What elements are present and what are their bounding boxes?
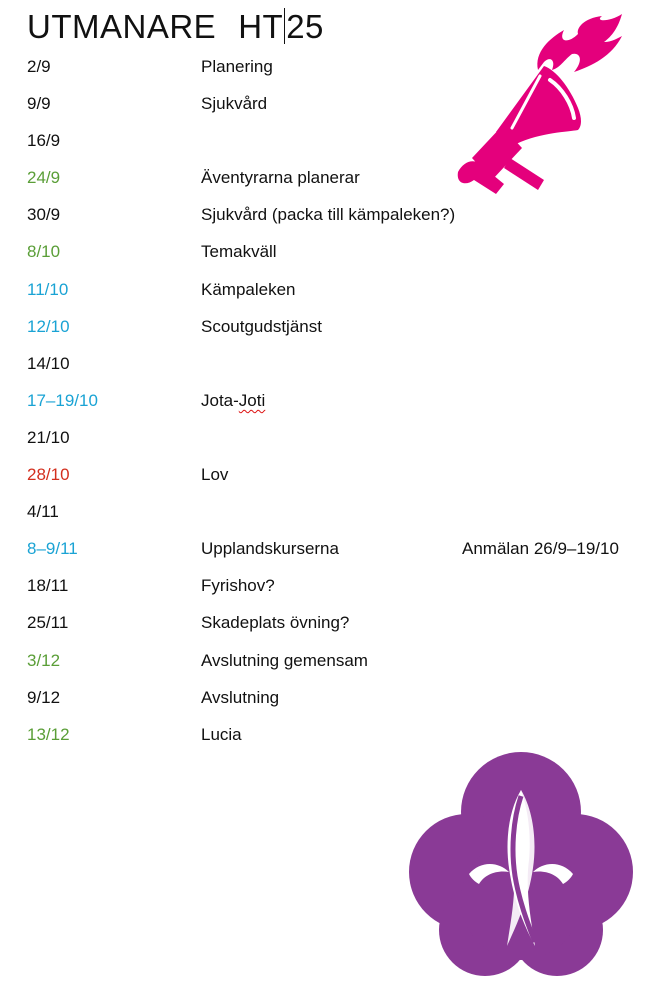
schedule-date: 9/9 [27, 94, 51, 114]
schedule-date: 3/12 [27, 650, 61, 670]
schedule-date: 2/9 [27, 57, 51, 76]
schedule-date: 30/9 [27, 205, 61, 225]
schedule-event: Lucia [201, 724, 242, 744]
schedule-event: Avslutning [201, 687, 280, 707]
schedule-event: Avslutning gemensam [201, 650, 368, 670]
schedule-date: 12/10 [27, 316, 70, 336]
schedule-event: Sjukvård (packa till kämpaleken?) [201, 205, 456, 225]
schedule-date: 21/10 [27, 427, 70, 447]
schedule-event: Fyrishov? [201, 576, 275, 596]
schedule-date: 14/10 [27, 353, 70, 373]
schedule-row [0, 456, 658, 493]
schedule-date: 8/10 [27, 242, 61, 262]
schedule-event: Skadeplats övning? [201, 613, 350, 633]
schedule-event [201, 382, 265, 419]
schedule-date: 25/11 [27, 613, 69, 633]
schedule-date: 9/12 [27, 687, 61, 707]
page-title [27, 8, 324, 46]
schedule-date: 8–9/11 [27, 539, 78, 559]
schedule-event: Äventyrarna planerar [201, 168, 360, 188]
schedule-date: 28/10 [27, 465, 70, 485]
schedule-row [0, 567, 658, 604]
event-prefix: Jota- [201, 390, 239, 410]
schedule-date: 18/11 [27, 576, 69, 596]
schedule-row [0, 345, 658, 382]
schedule-event: Kämpaleken [201, 279, 296, 299]
schedule-row [0, 382, 658, 419]
schedule-row [0, 530, 658, 567]
schedule-event: Upplandskurserna [201, 539, 339, 559]
schedule-date: 11/10 [27, 279, 69, 299]
schedule-event: Lov [201, 465, 229, 485]
schedule-row [0, 271, 658, 308]
schedule-event: Temakväll [201, 242, 277, 262]
schedule-date: 24/9 [27, 168, 61, 188]
scout-trefoil-icon [405, 750, 637, 980]
title-year: 25 [286, 8, 324, 45]
schedule-row [0, 308, 658, 345]
schedule-event: Sjukvård [201, 94, 268, 114]
schedule-row [0, 642, 658, 679]
schedule-row [0, 679, 658, 716]
megaphone-torch-icon [452, 8, 628, 198]
spellcheck-word[interactable]: Joti [238, 390, 266, 410]
schedule-event: Planering [201, 57, 273, 76]
schedule-date: 16/9 [27, 131, 61, 151]
schedule-row [0, 604, 658, 641]
schedule-date: 13/12 [27, 724, 70, 744]
schedule-note: Anmälan 26/9–19/10 [462, 539, 619, 559]
schedule-date: 17–19/10 [27, 390, 98, 410]
schedule-row [0, 716, 658, 753]
schedule-row [0, 493, 658, 530]
schedule-date: 4/11 [27, 502, 59, 522]
schedule-row [0, 196, 658, 233]
schedule-row [0, 419, 658, 456]
title-word: UTMANARE [27, 8, 217, 45]
schedule-event: Scoutgudstjänst [201, 316, 322, 336]
title-ht: HT [238, 8, 284, 45]
schedule-row [0, 233, 658, 270]
